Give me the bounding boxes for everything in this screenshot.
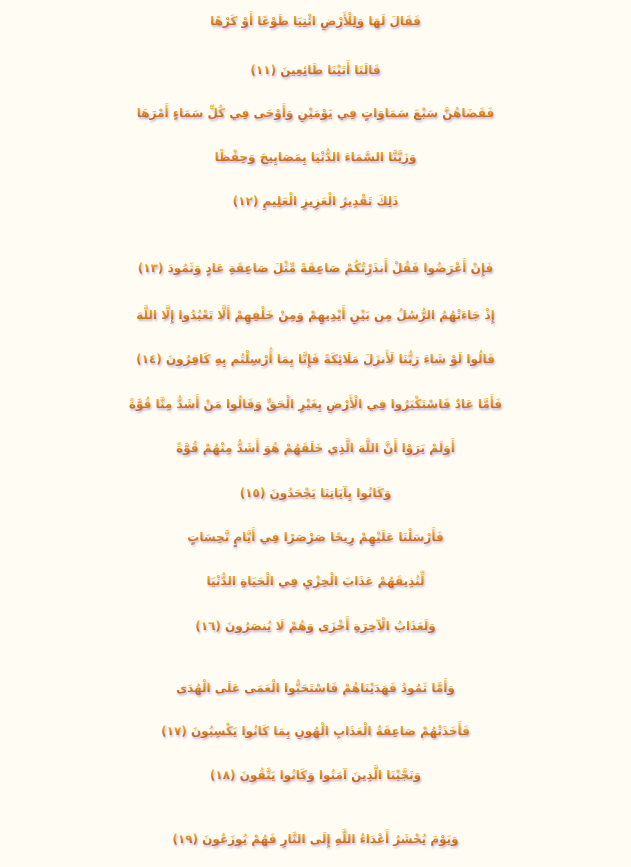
verse-line-7: إِذْ جَاءَتْهُمُ الرُّسُلُ مِن بَيْنِ أَيْدِيهِمْ وَمِنْ خَلْفِهِمْ أَلَّا تَعْبُدُوا إِلَّا اللَّهَ [0,300,631,330]
verse-line-2: قَالَتَا أَتَيْنَا طَائِعِينَ (١١) [0,55,631,85]
verse-line-15: وَأَمَّا ثَمُودُ فَهَدَيْنَاهُمْ فَاسْتَحَبُّوا الْعَمَى عَلَى الْهُدَى [0,673,631,703]
verse-line-14: وَلَعَذَابُ الْآخِرَةِ أَخْزَى وَهُمْ لَا يُنصَرُونَ (١٦) [0,611,631,641]
verse-line-12: فَأَرْسَلْنَا عَلَيْهِمْ رِيحًا صَرْصَرًا فِي أَيَّامٍ نَّحِسَاتٍ [0,522,631,552]
verse-line-6: فَإِنْ أَعْرَضُوا فَقُلْ أَنذَرْتُكُمْ صَاعِقَةً مِّثْلَ صَاعِقَةِ عَادٍ وَثَمُودَ (١٣) [0,253,631,283]
verse-line-1: فَقَالَ لَهَا وَلِلْأَرْضِ ائْتِيَا طَوْعًا أَوْ كَرْهًا [0,6,631,36]
verse-line-9: فَأَمَّا عَادٌ فَاسْتَكْبَرُوا فِي الْأَرْضِ بِغَيْرِ الْحَقِّ وَقَالُوا مَنْ أَشَدُّ مِنَّا قُوَّةً [0,389,631,419]
verse-line-4: وَزَيَّنَّا السَّمَاءَ الدُّنْيَا بِمَصَابِيحَ وَحِفْظًا [0,142,631,172]
verse-line-11: وَكَانُوا بِآيَاتِنَا يَجْحَدُونَ (١٥) [0,478,631,508]
verse-line-10: أَوَلَمْ يَرَوْا أَنَّ اللَّهَ الَّذِي خَلَقَهُمْ هُوَ أَشَدُّ مِنْهُمْ قُوَّةً [0,433,631,463]
verse-line-13: لِّنُذِيقَهُمْ عَذَابَ الْخِزْيِ فِي الْحَيَاةِ الدُّنْيَا [0,566,631,596]
verse-line-18: وَيَوْمَ يُحْشَرُ أَعْدَاءُ اللَّهِ إِلَى النَّارِ فَهُمْ يُوزَعُونَ (١٩) [0,824,631,854]
verse-line-16: فَأَخَذَتْهُمْ صَاعِقَةُ الْعَذَابِ الْهُونِ بِمَا كَانُوا يَكْسِبُونَ (١٧) [0,716,631,746]
verse-line-17: وَنَجَّيْنَا الَّذِينَ آمَنُوا وَكَانُوا يَتَّقُونَ (١٨) [0,760,631,790]
verse-line-3: فَقَضَاهُنَّ سَبْعَ سَمَاوَاتٍ فِي يَوْمَيْنِ وَأَوْحَى فِي كُلِّ سَمَاءٍ أَمْرَهَا [0,98,631,128]
verse-line-5: ذَلِكَ تَقْدِيرُ الْعَزِيزِ الْعَلِيمِ (١٢) [0,186,631,216]
verse-line-8: قَالُوا لَوْ شَاءَ رَبُّنَا لَأَنزَلَ مَلَائِكَةً فَإِنَّا بِمَا أُرْسِلْتُم بِهِ كَافِرُونَ (١٤) [0,344,631,374]
